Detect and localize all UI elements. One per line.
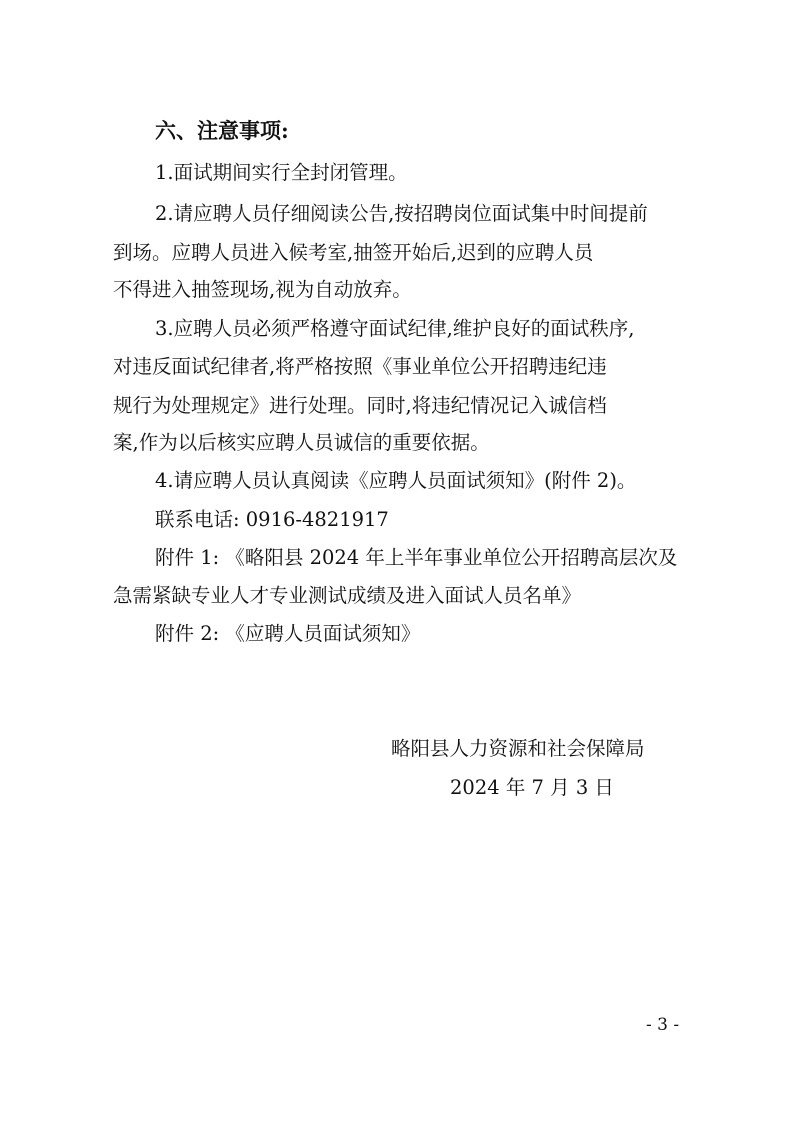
- notice-item-4-line-1: 4.请应聘人员认真阅读《应聘人员面试须知》(附件 2)。: [155, 469, 637, 492]
- signature-organization: 略阳县人力资源和社会保障局: [391, 737, 645, 760]
- notice-item-1-line-1: 1.面试期间实行全封闭管理。: [155, 161, 408, 184]
- notice-item-2-line-1: 2.请应聘人员仔细阅读公告,按招聘岗位面试集中时间提前: [155, 202, 648, 225]
- attachment-1-line-1: 附件 1: 《略阳县 2024 年上半年事业单位公开招聘高层次及: [155, 546, 678, 569]
- notice-item-3-line-2: 对违反面试纪律者,将严格按照《事业单位公开招聘违纪违: [113, 355, 607, 378]
- signature-date: 2024 年 7 月 3 日: [450, 776, 614, 799]
- page-number: - 3 -: [646, 1015, 680, 1035]
- attachment-2: 附件 2: 《应聘人员面试须知》: [155, 622, 421, 645]
- notice-item-3-line-4: 案,作为以后核实应聘人员诚信的重要依据。: [113, 431, 490, 454]
- contact-phone: 联系电话: 0916-4821917: [155, 508, 389, 531]
- notice-item-3-line-1: 3.应聘人员必须严格遵守面试纪律,维护良好的面试秩序,: [155, 317, 635, 340]
- notice-item-3-line-3: 规行为处理规定》进行处理。同时,将违纪情况记入诚信档: [113, 394, 607, 417]
- notice-item-2-line-3: 不得进入抽签现场,视为自动放弃。: [113, 278, 412, 301]
- attachment-1-line-2: 急需紧缺专业人才专业测试成绩及进入面试人员名单》: [113, 584, 582, 607]
- notice-item-2-line-2: 到场。应聘人员进入候考室,抽签开始后,迟到的应聘人员: [113, 241, 594, 264]
- section-heading: 六、注意事项:: [155, 118, 289, 143]
